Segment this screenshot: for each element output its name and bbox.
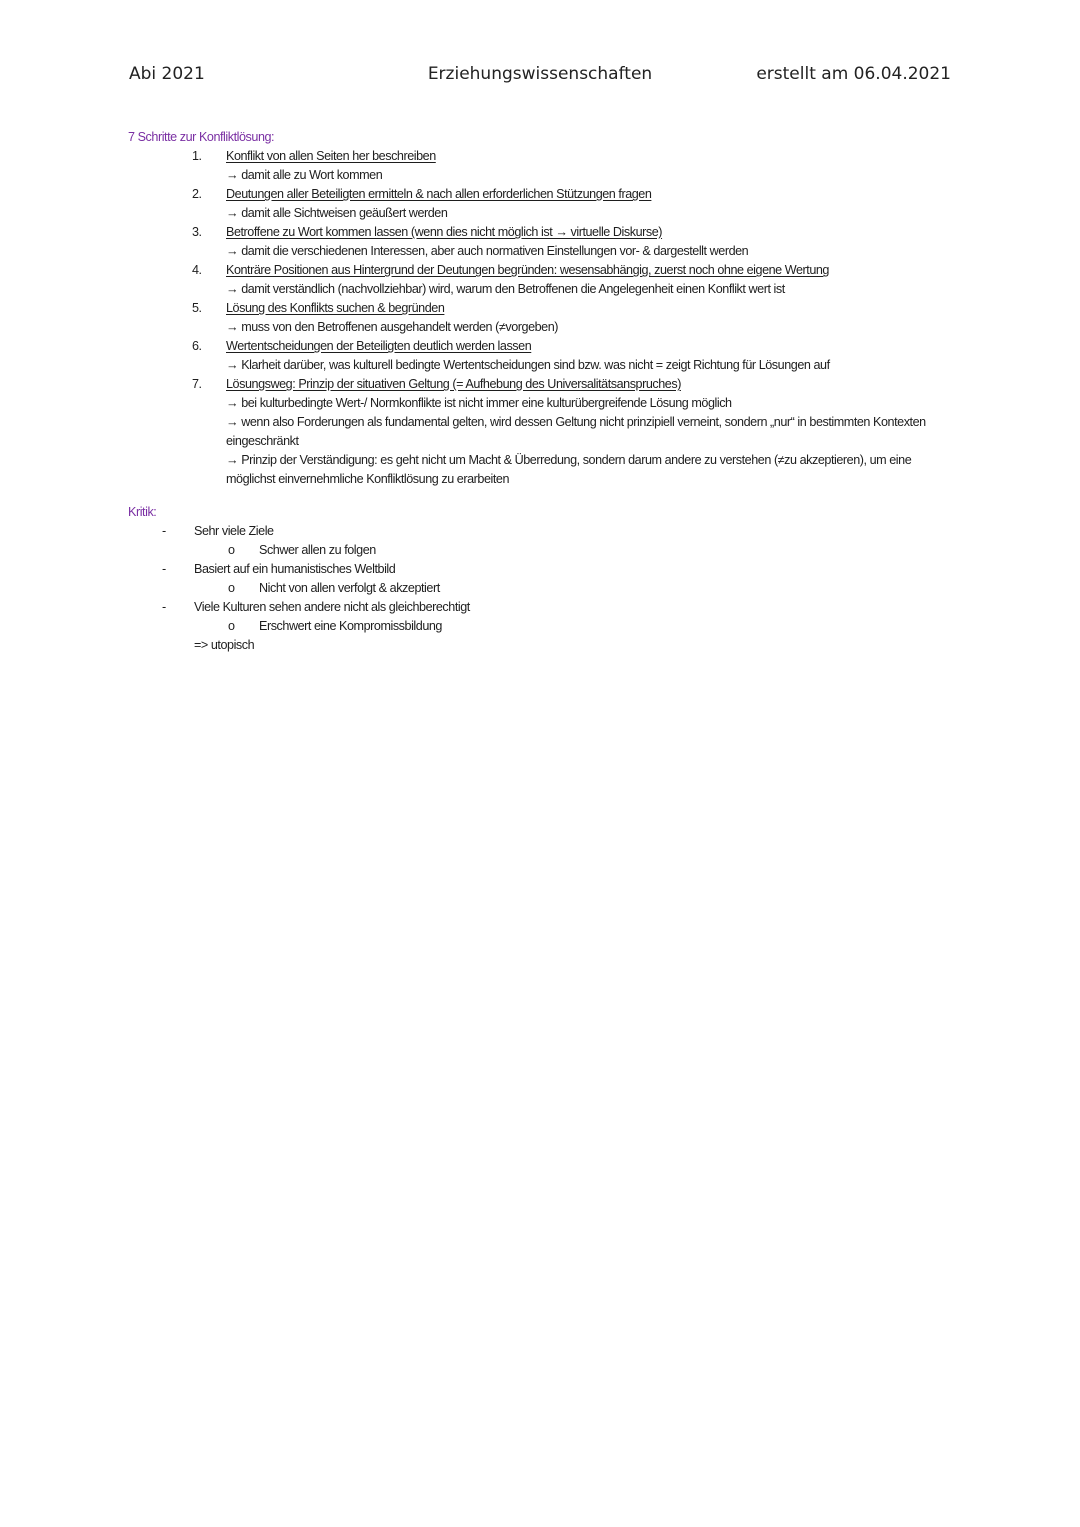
header-right: erstellt am 06.04.2021 bbox=[756, 64, 951, 84]
list-item: Sehr viele Ziele bbox=[194, 524, 274, 538]
sub-item: Nicht von allen verfolgt & akzeptiert bbox=[259, 581, 440, 595]
step-number: 1. bbox=[192, 149, 202, 163]
step-number: 3. bbox=[192, 225, 202, 239]
step-note: → wenn also Forderungen als fundamental gelten, wird dessen Geltung nicht prinzipiell verneint, sondern „nur“ in bestimmten Kontexten bbox=[226, 415, 926, 429]
list-item: Basiert auf ein humanistisches Weltbild bbox=[194, 562, 396, 576]
step-heading: Wertentscheidungen der Beteiligten deutlich werden lassen bbox=[226, 339, 532, 353]
sub-bullet: o bbox=[228, 619, 235, 633]
step-heading: Betroffene zu Wort kommen lassen (wenn dies nicht möglich ist → virtuelle Diskurse) bbox=[226, 225, 663, 239]
sub-item: Erschwert eine Kompromissbildung bbox=[259, 619, 442, 633]
step-note: → Prinzip der Verständigung: es geht nicht um Macht & Überredung, sondern darum andere zu verstehen (≠zu akzeptieren), um eine bbox=[226, 453, 912, 467]
step-note: → damit alle Sichtweisen geäußert werden bbox=[226, 206, 448, 220]
header-center: Erziehungswissenschaften bbox=[427, 64, 653, 84]
page-header bbox=[129, 64, 951, 90]
step-heading: Lösung des Konflikts suchen & begründen bbox=[226, 301, 445, 315]
step-note: → bei kulturbedingte Wert-/ Normkonflikte ist nicht immer eine kulturübergreifende Lösung möglich bbox=[226, 396, 732, 410]
step-number: 7. bbox=[192, 377, 202, 391]
step-heading: Lösungsweg: Prinzip der situativen Geltung (= Aufhebung des Universalitätsanspruches) bbox=[226, 377, 681, 391]
step-heading: Konträre Positionen aus Hintergrund der Deutungen begründen: wesensabhängig, zuerst noch ohne eigene Wertung bbox=[226, 263, 829, 277]
step-note: → damit die verschiedenen Interessen, aber auch normativen Einstellungen vor- & dargestellt werden bbox=[226, 244, 749, 258]
step-number: 2. bbox=[192, 187, 202, 201]
step-note: möglichst einvernehmliche Konfliktlösung zu erarbeiten bbox=[226, 472, 510, 486]
sub-bullet: o bbox=[228, 543, 235, 557]
step-heading: Deutungen aller Beteiligten ermitteln & nach allen erforderlichen Stützungen fragen bbox=[226, 187, 652, 201]
section-title-steps: 7 Schritte zur Konfliktlösung: bbox=[128, 130, 275, 144]
list-bullet: - bbox=[162, 600, 166, 614]
section-title-kritik: Kritik: bbox=[128, 505, 157, 519]
sub-bullet: o bbox=[228, 581, 235, 595]
step-number: 6. bbox=[192, 339, 202, 353]
step-note: → damit alle zu Wort kommen bbox=[226, 168, 383, 182]
list-bullet: - bbox=[162, 524, 166, 538]
step-note: → Klarheit darüber, was kulturell bedingte Wertentscheidungen sind bzw. was nicht = zeigt Richtung für Lösungen auf bbox=[226, 358, 830, 372]
step-heading: Konflikt von allen Seiten her beschreiben bbox=[226, 149, 436, 163]
list-item: Viele Kulturen sehen andere nicht als gleichberechtigt bbox=[194, 600, 470, 614]
list-bullet: - bbox=[162, 562, 166, 576]
step-number: 4. bbox=[192, 263, 202, 277]
step-note: eingeschränkt bbox=[226, 434, 299, 448]
sub-item: Schwer allen zu folgen bbox=[259, 543, 376, 557]
conclusion: => utopisch bbox=[194, 638, 255, 652]
step-note: → muss von den Betroffenen ausgehandelt werden (≠vorgeben) bbox=[226, 320, 559, 334]
step-number: 5. bbox=[192, 301, 202, 315]
step-note: → damit verständlich (nachvollziehbar) wird, warum den Betroffenen die Angelegenheit einen Konflikt wert ist bbox=[226, 282, 785, 296]
header-left: Abi 2021 bbox=[129, 64, 205, 84]
